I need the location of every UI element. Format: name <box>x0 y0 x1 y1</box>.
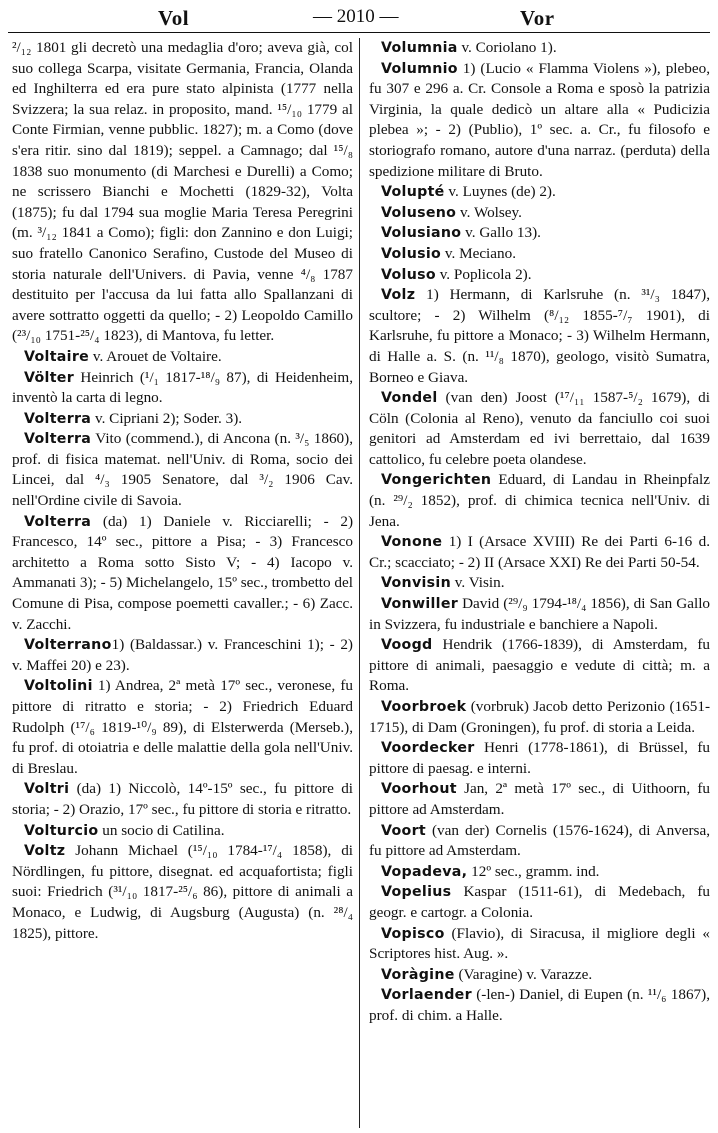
dictionary-entry <box>12 821 353 842</box>
entry-text: v. Visin. <box>454 574 505 592</box>
header-right-word: Vor <box>520 6 555 30</box>
entry-headword: Voluseno <box>381 204 457 221</box>
entry-text: (Varagine) v. Varazze. <box>458 965 593 983</box>
dictionary-entry <box>369 738 710 779</box>
entry-headword: Voluso <box>381 266 436 283</box>
entry-text: (da) 1) Niccolò, 14º-15º sec., fu pittore di storia; - 2) Orazio, 17º sec., fu pittore di storia e ritratto. <box>12 780 354 818</box>
dictionary-entry <box>12 779 353 820</box>
dictionary-entry <box>369 924 710 965</box>
entry-headword: Volumnio <box>381 60 458 77</box>
entry-text: (da) 1) Daniele v. Ricciarelli; - 2) Francesco, 14º sec., pittore a Pisa; - 3) Francesco architetto a Roma sotto Sisto V; - 4) Iacopo v. Ammanati 3); - 5) Michelangelo, 15º sec., trombetto del Comune di Pisa, compose poemetti cavaller.; - 6) Zacc. v. Zacchi. <box>12 512 354 633</box>
dictionary-entry <box>369 532 710 573</box>
entry-headword: Vorlaender <box>381 987 472 1004</box>
entry-headword: Voltolini <box>24 678 93 695</box>
entry-text: (van der) Cornelis (1576-1624), di Anversa, fu pittore ad Amsterdam. <box>369 821 711 860</box>
entry-headword: Voogd <box>381 637 433 654</box>
dictionary-entry <box>369 38 710 59</box>
entry-headword: Volz <box>381 287 416 304</box>
entry-headword: Vonvisin <box>381 575 451 592</box>
entry-text: 1) Hermann, di Karlsruhe (n. ³¹/₃ 1847), scultore; - 2) Wilhelm (⁸/₁₂ 1855-⁷/₇ 1901), di Karlsruhe, fu pittore a Monaco; - 3) Wilhelm Hermann, di Halle a. S. (n. ¹¹/₈ 1870), geologo, visitò Sumatra, Borneo e Giava. <box>369 286 711 386</box>
entry-headword: Vopelius <box>381 884 452 901</box>
dictionary-entry <box>369 265 710 286</box>
dictionary-entry <box>369 635 710 697</box>
dictionary-entry <box>369 882 710 923</box>
entry-text: v. Luynes (de) 2). <box>448 183 556 201</box>
entry-text: 12º sec., gramm. ind. <box>471 862 600 880</box>
entry-text: David (²⁹/₉ 1794-¹⁸/₄ 1856), di San Gallo in Svizzera, fu industriale e banchiere a Napoli. <box>369 595 711 633</box>
dictionary-entry <box>369 470 710 532</box>
entry-text: (van den) Joost (¹⁷/₁₁ 1587-⁵/₂ 1679), di Cöln (Colonia al Reno), venuto da fanciullo coi suoi genitori ad Amsterdam ed ivi berrettaio, dal 1639 cattolico, fu celebre poeta olandese. <box>369 389 711 468</box>
entry-headword: Volterra <box>24 513 92 530</box>
dictionary-entry <box>369 779 710 820</box>
entry-text: 1) Andrea, 2ª metà 17º sec., veronese, fu pittore di ritratto e storia; - 2) Friedrich Eduard Rudolph (¹⁷/₆ 1819-¹⁰/₉ 89), di Elsterwerda (Merseb.), fu prof. di otoiatria e delle malattie della gola nell'Univ. di Breslau. <box>12 677 354 777</box>
entry-text: Jan, 2ª metà 17º sec., di Uithoorn, fu pittore ad Amsterdam. <box>369 780 710 818</box>
entry-headword: Voort <box>381 822 426 839</box>
dictionary-entry <box>12 841 353 944</box>
entry-headword: Vonwiller <box>381 596 459 613</box>
entry-headword: Vonone <box>381 534 443 551</box>
dictionary-entry <box>369 388 710 470</box>
entry-headword: Volturcio <box>24 822 99 839</box>
entry-text: v. Gallo 13). <box>465 224 541 242</box>
entry-text: Kaspar (1511-61), di Medebach, fu geogr. e cartogr. a Colonia. <box>369 883 711 921</box>
entry-headword: Volusio <box>381 245 442 262</box>
dictionary-entry <box>369 203 710 224</box>
entry-headword: Volterra <box>24 431 92 448</box>
left-column <box>12 38 353 944</box>
entry-headword: Voltaire <box>24 348 90 365</box>
entry-text: ²/₁₂ 1801 gli decretò una medaglia d'oro; aveva già, col suo collega Scarpa, visitate Germania, Francia, Olanda ed Inghilterra ed era pure stato alpinista (1777 nella Svizzera; la sua relaz. in proposito, mand. ¹⁵/₁₀ 1779 al Conte Firmian, venne pubblic. 1827); m. a Como (dove s'era ritir. sino dal 1819); seppel. a Camnago; dal ¹⁵/₈ 1838 suo monumento (di Marchesi e Durelli) a Como; ne scrissero Bianchi e Mochetti (1829-32), Volta (1875); fu dal 1794 sua moglie Maria Teresa Peregrini (m. ³/₁₂ 1841 a Como); figli: don Zannino e don Luigi; suo fratello Canonico Serafino, Custode del Museo di storia naturale dell'Univers. di Pavia, venne ⁴/₈ 1787 destituito per l'accusa da lui fatta allo Spallanzani di avere sottratto oggetti da quello; - 2) Leopoldo Camillo (²³/₁₀ 1751-²⁵/₄ 1823), di Mantova, fu letter. <box>12 39 353 345</box>
dictionary-entry <box>12 409 353 430</box>
entry-text: v. Meciano. <box>444 244 517 262</box>
column-divider <box>359 38 360 1128</box>
entry-headword: Voltri <box>24 781 70 798</box>
entry-text: 1) I (Arsace XVIII) Re dei Parti 6-16 d. Cr.; scacciato; - 2) II (Arsace XXI) Re dei Parti 50-54. <box>369 533 710 571</box>
dictionary-entry <box>369 182 710 203</box>
entry-text: un socio di Catilina. <box>102 821 225 839</box>
entry-headword: Voràgine <box>381 966 455 983</box>
dictionary-entry <box>369 285 710 388</box>
entry-text: v. Coriolano 1). <box>461 39 557 56</box>
entry-text: (-len-) Daniel, di Eupen (n. ¹¹/₆ 1867), prof. di chim. a Halle. <box>369 986 710 1024</box>
dictionary-entry <box>369 821 710 862</box>
dictionary-entry <box>12 635 353 676</box>
entry-text: v. Wolsey. <box>460 203 522 221</box>
entry-text: Henri (1778-1861), di Brüssel, fu pittore di paesag. e interni. <box>369 739 711 777</box>
dictionary-entry <box>12 368 353 409</box>
dictionary-entry <box>12 429 353 511</box>
entry-headword: Völter <box>24 369 75 386</box>
entry-text: Heinrich (¹/₁ 1817-¹⁸/₉ 87), di Heidenheim, inventò la carta di legno. <box>12 368 353 407</box>
entry-text: 1) (Baldassar.) v. Franceschini 1); - 2) v. Maffei 20) e 23). <box>12 636 353 674</box>
dictionary-entry <box>369 697 710 738</box>
entry-headword: Volterrano <box>24 637 112 654</box>
entry-text: v. Arouet de Voltaire. <box>92 347 222 365</box>
dictionary-entry <box>12 347 353 368</box>
dictionary-entry <box>369 223 710 244</box>
entry-headword: Vopadeva, <box>381 863 468 880</box>
entry-headword: Vondel <box>381 390 438 407</box>
right-column <box>369 38 710 1027</box>
dictionary-entry <box>369 965 710 986</box>
entry-text: Vito (commend.), di Ancona (n. ³/₅ 1860), prof. di fisica matemat. nell'Univ. di Roma, socio dei Lincei, dal ⁴/₃ 1905 Senatore, dal ³/₂ 1906 Cav. nell'Ordine civile di Savoia. <box>12 430 353 510</box>
dictionary-entry <box>369 244 710 265</box>
entry-text: Eduard, di Landau in Rheinpfalz (n. ²⁹/₂ 1852), prof. di chimica tecnica nell'Univ. di Jena. <box>369 471 710 530</box>
entry-text: (vorbruk) Jacob detto Perizonio (1651-1715), di Dam (Groningen), fu prof. di storia a Leida. <box>369 698 710 736</box>
entry-headword: Volterra <box>24 410 92 427</box>
dictionary-entry <box>12 676 353 779</box>
dictionary-entry <box>369 862 710 883</box>
dictionary-entry <box>12 38 353 347</box>
dictionary-entry <box>369 59 710 183</box>
page-header <box>8 6 710 33</box>
entry-text: (Flavio), di Siracusa, il migliore degli « Scriptores hist. Aug. ». <box>369 924 710 963</box>
dictionary-entry <box>12 512 353 636</box>
entry-headword: Volusiano <box>381 225 462 242</box>
entry-text: 1) (Lucio « Flamma Violens »), plebeo, fu 307 e 296 a. Cr. Console a Roma e sposò la patrizia Virginia, la quale dedicò un altare alla « Pudicizia plebea »; - 2) (Publio), 1º sec. a. Cr., fu filosofo e storiografo romano, autore d'una narraz. (perduta) della spedizione militare di Bruto. <box>369 59 710 180</box>
entry-text: v. Cipriani 2); Soder. 3). <box>94 409 243 427</box>
entry-headword: Voordecker <box>381 740 475 757</box>
entry-headword: Vopisco <box>381 925 445 942</box>
page-number: — 2010 — <box>313 6 399 27</box>
dictionary-entry <box>369 985 710 1026</box>
header-left-word: Vol <box>158 6 190 30</box>
entry-headword: Voorbroek <box>381 699 467 715</box>
entry-text: Hendrik (1766-1839), di Amsterdam, fu pittore di animali, paesaggio e vedute di città; m. a Roma. <box>369 636 710 695</box>
entry-headword: Volupté <box>381 184 445 201</box>
entry-text: Johann Michael (¹⁵/₁₀ 1784-¹⁷/₄ 1858), di Nördlingen, fu pittore, disegnat. ed acquafortista; figli suoi: Friedrich (³¹/₁₀ 1817-²⁵/₆ 86), pittore di animali a Monaco, e Ludwig, di Augsburg (Augusta) (n. ²⁸/₄ 1825), pittore. <box>12 842 354 942</box>
dictionary-entry <box>369 573 710 594</box>
entry-headword: Voorhout <box>381 781 457 798</box>
entry-headword: Volumnia <box>381 40 458 56</box>
dictionary-entry <box>369 594 710 635</box>
entry-headword: Voltz <box>24 843 66 860</box>
entry-text: v. Poplicola 2). <box>439 265 532 283</box>
entry-headword: Vongerichten <box>381 472 492 489</box>
